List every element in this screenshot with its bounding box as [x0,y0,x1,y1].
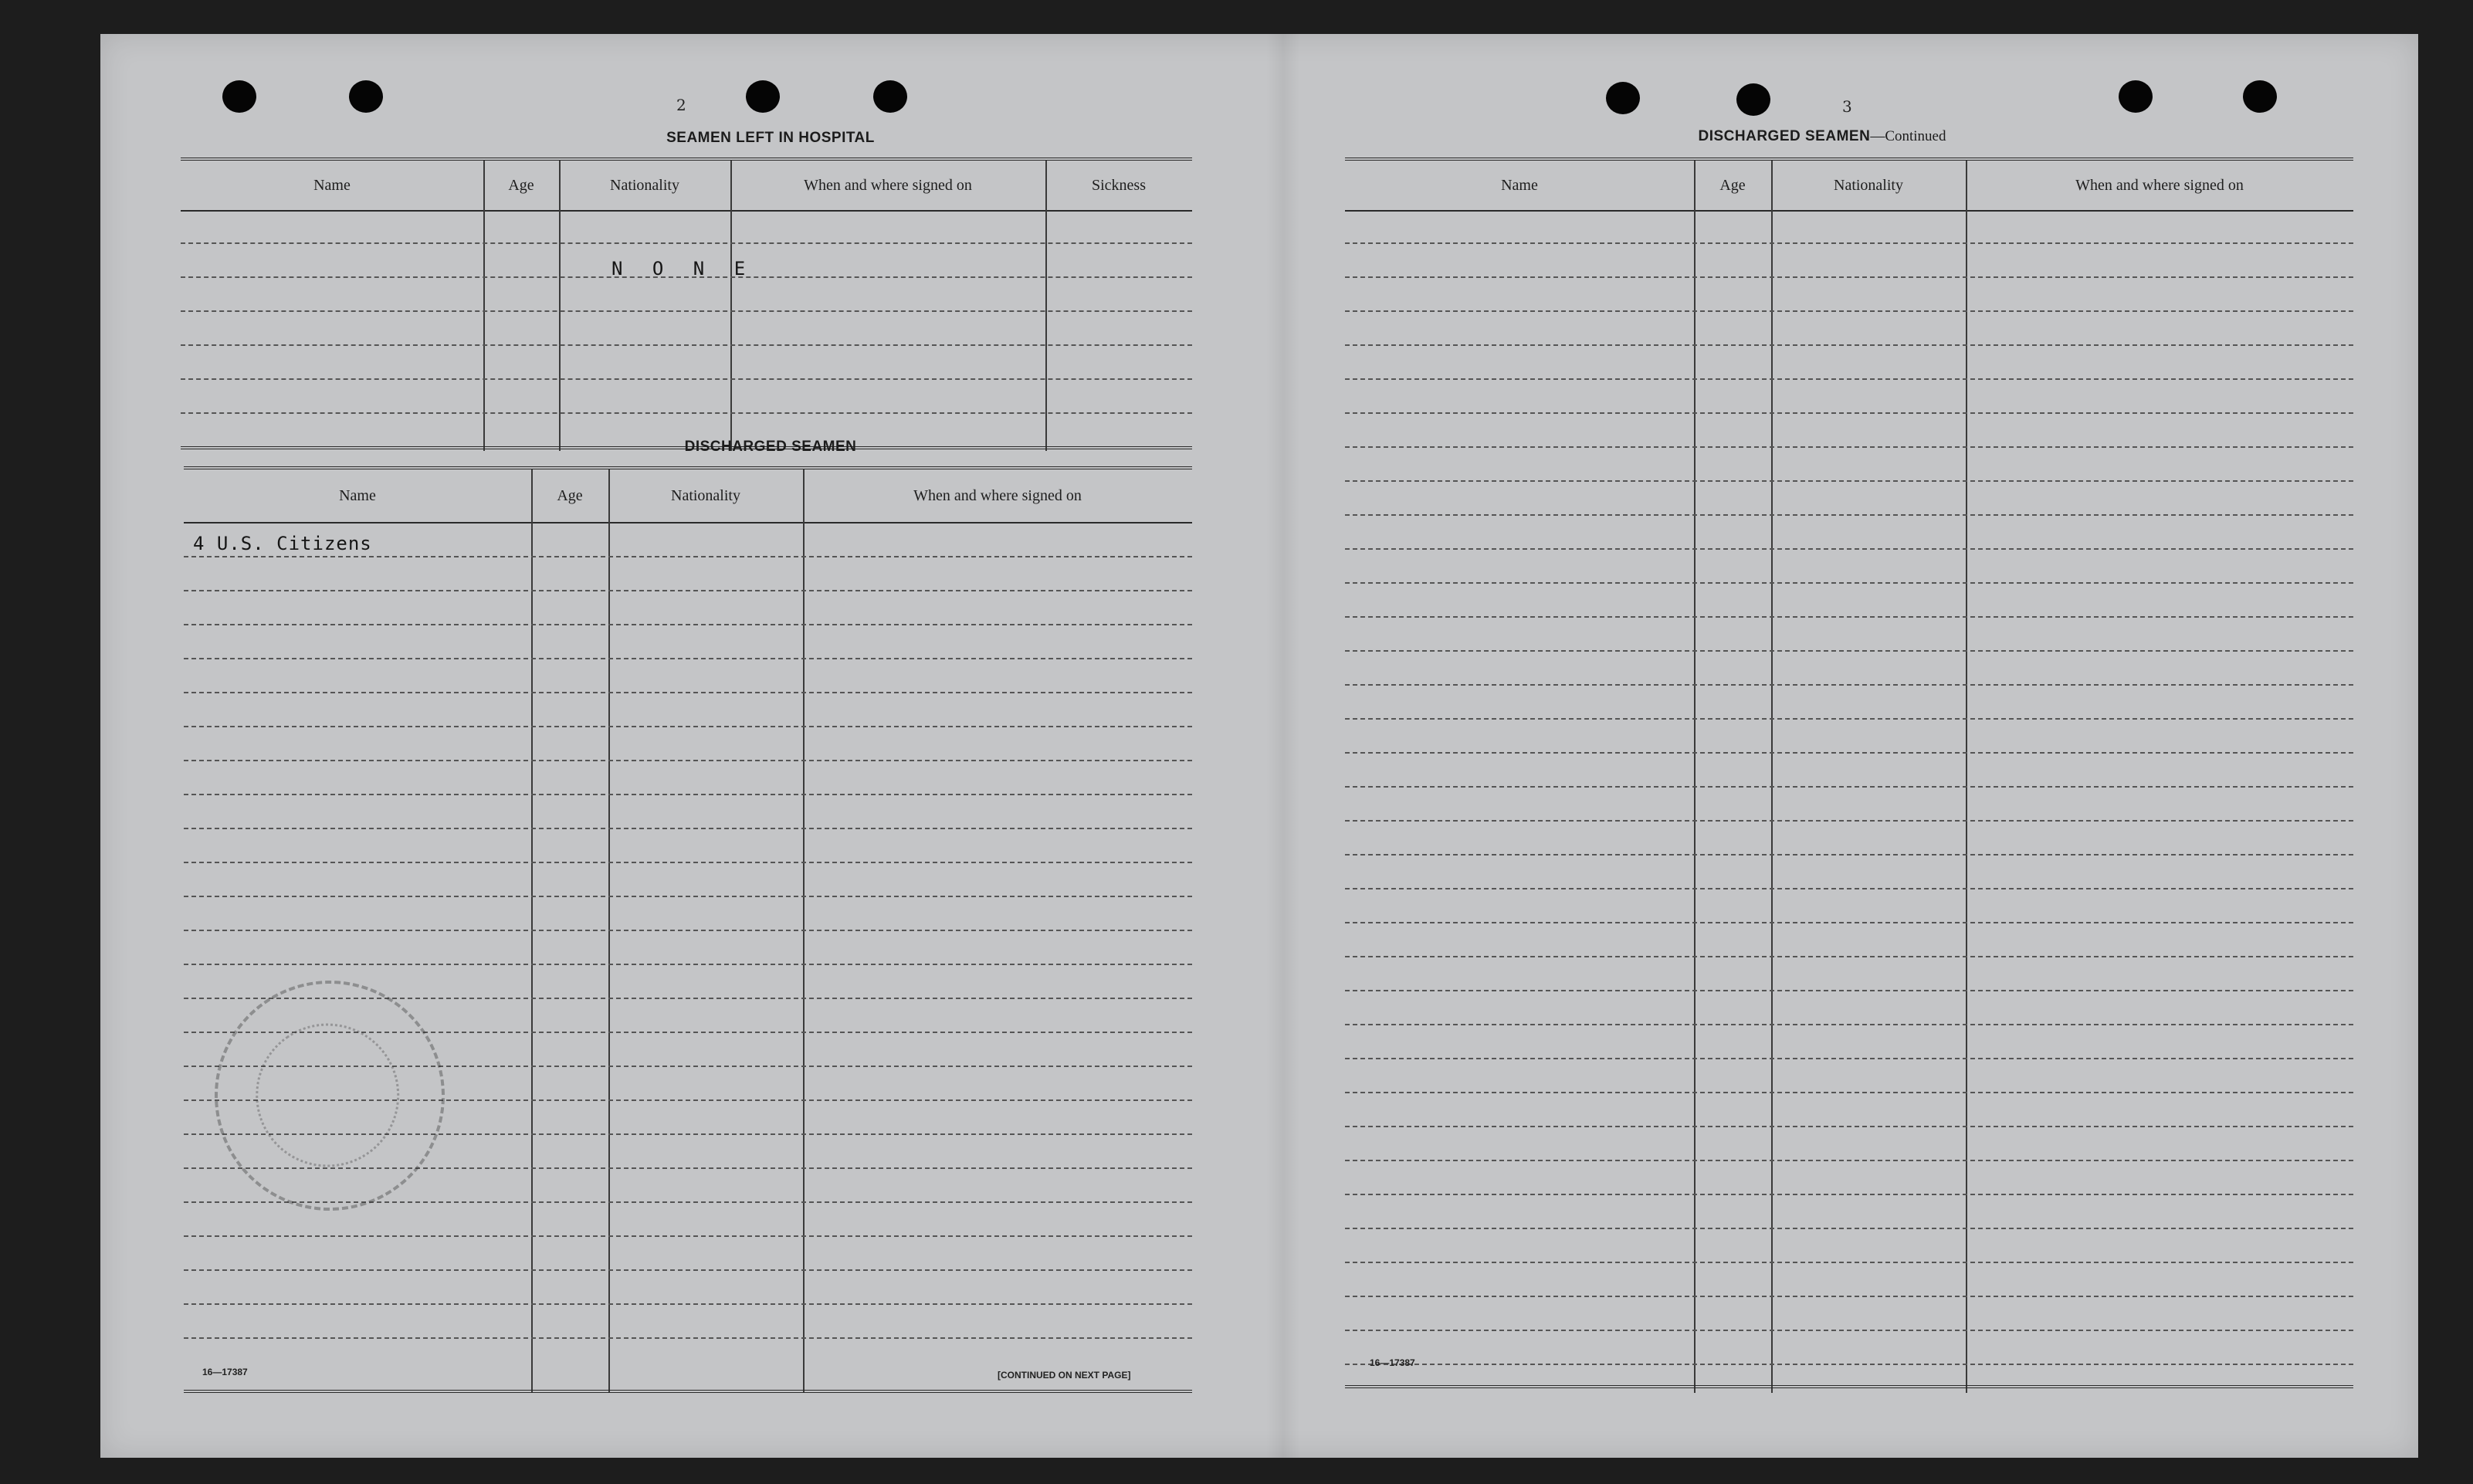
table-row [1345,582,2353,584]
column-header: Age [557,486,583,504]
column-header: Name [313,176,351,194]
table-row [1345,276,2353,278]
table-row [1345,446,2353,448]
column-header: Nationality [1834,176,1903,194]
table-row [1345,1160,2353,1161]
section-title-discharged: DISCHARGED SEAMEN [684,439,857,455]
discharged-entry: 4 U.S. Citizens [193,533,372,554]
punch-hole [349,80,383,113]
table-row [1345,684,2353,686]
table-row [1345,956,2353,957]
table-row [1345,1092,2353,1093]
discharged-continued-table [1345,158,2353,1393]
column-divider [608,469,610,1393]
table-row [1345,1296,2353,1297]
section-title-hospital: SEAMEN LEFT IN HOSPITAL [666,130,875,146]
table-row [184,1269,1192,1271]
table-row [1345,1194,2353,1195]
table-row [1345,990,2353,991]
table-row [184,1235,1192,1237]
continued-note: [CONTINUED ON NEXT PAGE] [998,1370,1131,1381]
table-row [1345,1024,2353,1025]
table-row [184,556,1192,557]
table-row [184,590,1192,591]
table-row [1345,854,2353,856]
page-number: 3 [1842,97,1852,116]
hospital-table [181,158,1192,451]
column-divider [730,161,732,451]
table-row [1345,412,2353,414]
hospital-entry: N O N E [611,258,755,280]
punch-hole [2119,80,2153,113]
table-row [184,896,1192,897]
form-number: 16—17387 [202,1367,248,1377]
table-row [184,658,1192,659]
column-header: Sickness [1092,176,1146,194]
discharged-table [184,466,1192,1393]
table-row [1345,548,2353,550]
table-row [184,692,1192,693]
table-row [184,828,1192,829]
punch-hole [1736,83,1770,116]
table-header [181,161,1192,212]
table-row [1345,310,2353,312]
table-row [1345,514,2353,516]
column-header: Age [1719,176,1746,194]
column-header: Age [508,176,534,194]
column-header: Nationality [671,486,740,504]
table-row [1345,786,2353,788]
table-row [181,378,1192,380]
table-row [1345,752,2353,754]
table-row [181,310,1192,312]
table-row [1345,1228,2353,1229]
form-number: 16—17387 [1370,1357,1415,1368]
punch-hole [1606,82,1640,114]
table-row [1345,242,2353,244]
column-header: Nationality [610,176,679,194]
table-row [184,624,1192,625]
title-text: DISCHARGED SEAMEN [1698,128,1871,144]
table-row [184,930,1192,931]
table-row [184,794,1192,795]
title-suffix: —Continued [1870,128,1946,144]
column-header: When and where signed on [2075,176,2244,194]
table-row [184,964,1192,965]
page-number: 2 [676,96,686,114]
table-row [181,242,1192,244]
table-row [1345,1364,2353,1365]
punch-hole [746,80,780,113]
table-row [1345,616,2353,618]
punch-hole [2243,80,2277,113]
table-row [1345,378,2353,380]
table-row [1345,888,2353,889]
column-header: When and where signed on [804,176,972,194]
section-title-discharged-continued [1629,128,2015,145]
column-header: Name [339,486,376,504]
column-divider [483,161,485,451]
table-row [1345,922,2353,923]
table-row [1345,344,2353,346]
table-row [184,862,1192,863]
table-row [1345,650,2353,652]
column-divider [1045,161,1047,451]
column-divider [803,469,805,1393]
column-header: Name [1501,176,1538,194]
table-row [1345,820,2353,822]
table-row [184,1303,1192,1305]
table-row [1345,1262,2353,1263]
stamp-inner-ring [228,995,428,1195]
page-spine [1266,34,1300,1458]
table-bottom-rule [1345,1385,2353,1388]
table-row [181,412,1192,414]
table-header [184,469,1192,523]
column-divider [531,469,533,1393]
document-sheet [100,34,2418,1458]
table-row [1345,718,2353,720]
table-row [184,1337,1192,1339]
table-row [1345,1058,2353,1059]
table-row [1345,1330,2353,1331]
table-row [1345,480,2353,482]
table-row [184,760,1192,761]
table-row [1345,1126,2353,1127]
table-header [1345,161,2353,212]
column-divider [559,161,561,451]
table-row [181,344,1192,346]
punch-hole [873,80,907,113]
table-bottom-rule [184,1390,1192,1393]
column-header: When and where signed on [913,486,1082,504]
punch-hole [222,80,256,113]
table-row [184,726,1192,727]
